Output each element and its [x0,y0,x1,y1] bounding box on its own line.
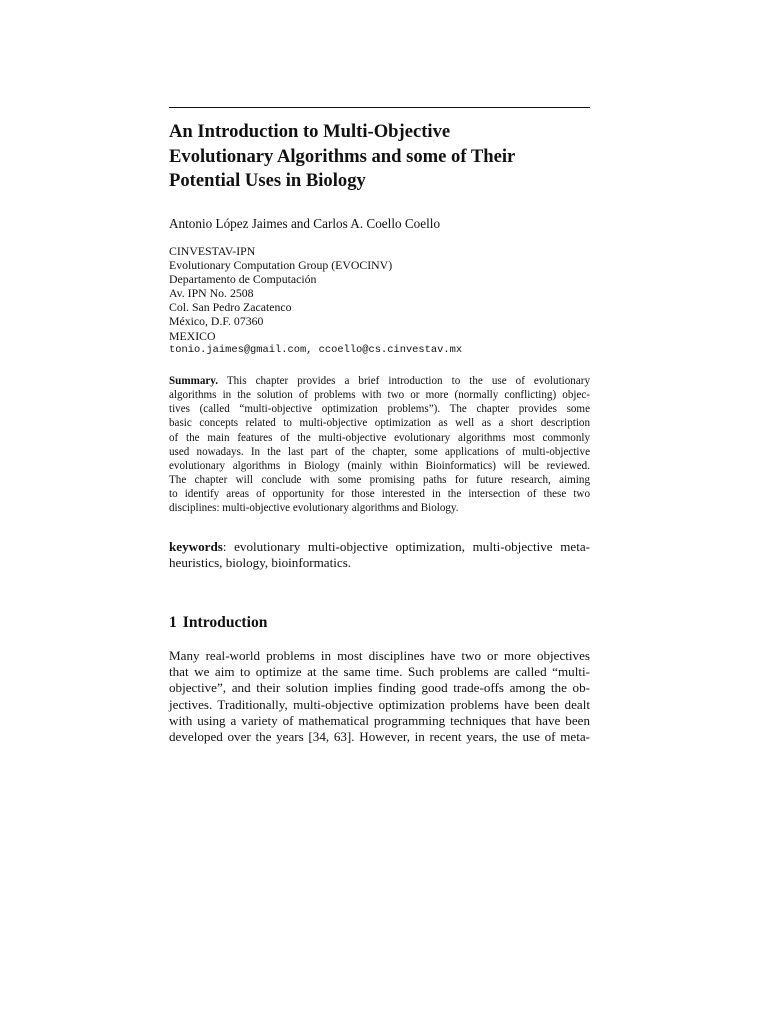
summary-line: evolutionary algorithms in Biology (mainly within Bioinformatics) will be reviewed. [169,459,590,472]
summary-line: to identify areas of opportunity for those interested in the intersection of these two [169,488,590,501]
section-title: Introduction [182,614,268,631]
body-line: developed over the years [34, 63]. However, in recent years, the use of meta- [169,729,590,745]
affiliation-block [169,244,462,357]
summary-line-text: This chapter provides a brief introduction to the use of evolutionary [218,375,590,387]
body-line: jectives. Traditionally, multi-objective optimization problems have been dealt [169,696,590,712]
body-line: that we aim to optimize at the same time. Such problems are called “multi- [169,664,590,680]
affiliation-line: Evolutionary Computation Group (EVOCINV) [169,258,393,273]
title-line: Potential Uses in Biology [169,170,366,191]
affiliation-line: Col. San Pedro Zacatenco [169,300,292,315]
keywords-label: keywords [169,539,223,554]
paper-title [169,120,590,194]
section-number: 1 [169,614,177,631]
keywords-line: heuristics, biology, bioinformatics. [169,555,352,571]
section-heading [169,614,267,632]
affiliation-line: México, D.F. 07360 [169,314,264,329]
affiliation-line: Departamento de Computación [169,272,317,287]
summary-line: of the main features of the multi-objective evolutionary algorithms most commonly [169,431,590,444]
keywords-line [169,539,590,555]
body-line: Many real-world problems in most disciplines have two or more objectives [169,648,590,663]
summary-line: used nowadays. In the last part of the chapter, some applications of multi-objective [169,445,590,458]
affiliation-line: CINVESTAV-IPN [169,244,256,258]
summary-line: The chapter will conclude with some promising paths for future research, aiming [169,474,590,487]
title-line: Evolutionary Algorithms and some of Their [169,145,516,167]
affiliation-line: Av. IPN No. 2508 [169,286,254,301]
top-rule [169,107,590,108]
summary-line: algorithms in the solution of problems with two or more (normally conflicting) objec- [169,389,590,402]
keywords-line-text: : evolutionary multi-objective optimization, multi-objective meta- [222,539,590,554]
author-emails: tonio.jaimes@gmail.com, ccoello@cs.cinvestav.mx [169,343,463,356]
summary-line: disciplines: multi-objective evolutionary algorithms and Biology. [169,502,459,515]
summary-abstract [169,374,590,516]
title-line: An Introduction to Multi-Objective [169,121,451,142]
body-line: objective”, and their solution implies finding good trade-offs among the ob- [169,680,590,696]
summary-line [169,374,590,388]
introduction-paragraph [169,648,590,745]
author-list: Antonio López Jaimes and Carlos A. Coello Coello [169,216,441,231]
summary-line: basic concepts related to multi-objective optimization as well as a short description [169,417,590,430]
summary-line: tives (called “multi-objective optimization problems”). The chapter provides some [169,403,590,416]
keywords-block [169,539,590,571]
summary-label: Summary. [169,375,219,387]
affiliation-line: MEXICO [169,328,216,343]
body-line: with using a variety of mathematical programming techniques that have been [169,712,590,728]
